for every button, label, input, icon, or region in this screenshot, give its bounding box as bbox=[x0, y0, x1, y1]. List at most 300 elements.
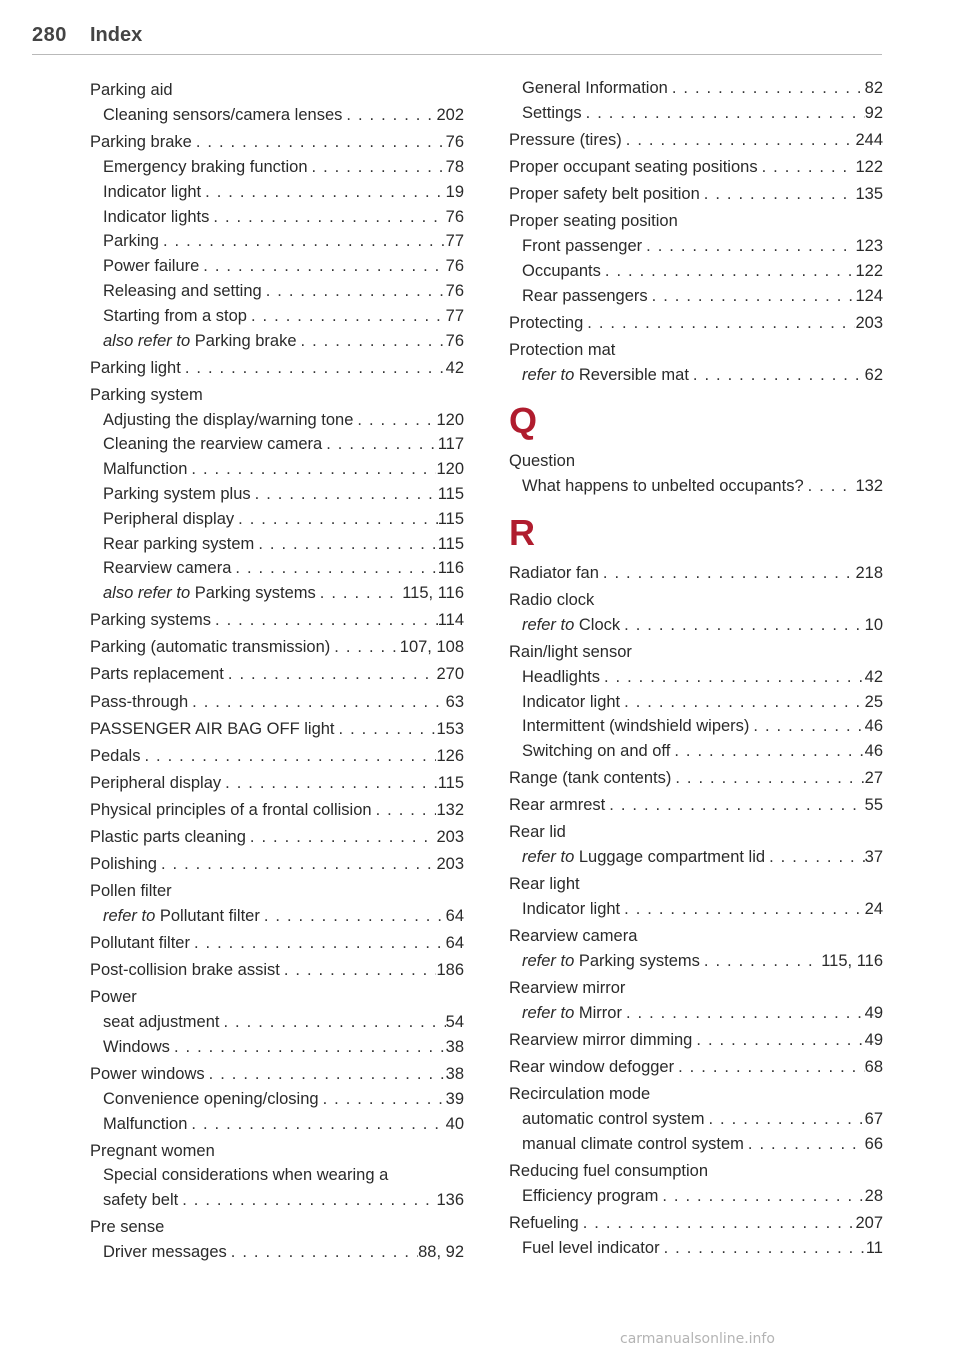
cross-reference-prefix: refer to bbox=[522, 615, 575, 634]
page-reference: 64 bbox=[445, 934, 464, 953]
entry-label: Peripheral display bbox=[103, 509, 235, 528]
entry-label: Pollutant filter bbox=[90, 934, 190, 953]
dot-leader bbox=[582, 101, 865, 126]
page-reference: 54 bbox=[445, 1013, 464, 1032]
dot-leader bbox=[254, 532, 437, 557]
index-entry bbox=[90, 798, 464, 823]
index-subentry bbox=[90, 155, 464, 180]
entry-label: Driver messages bbox=[103, 1243, 227, 1262]
index-entry bbox=[90, 383, 464, 408]
dot-leader bbox=[620, 897, 865, 922]
entry-label: Windows bbox=[103, 1037, 170, 1056]
dot-leader bbox=[642, 234, 855, 259]
page-reference: 115 bbox=[437, 534, 464, 553]
index-entry bbox=[509, 561, 883, 586]
index-letter-heading: R bbox=[509, 511, 535, 553]
index-subentry bbox=[509, 613, 883, 638]
dot-leader bbox=[671, 766, 864, 791]
index-subentry bbox=[90, 103, 464, 128]
entry-label: Protection mat bbox=[509, 340, 616, 359]
index-subentry bbox=[509, 897, 883, 922]
page-reference: 46 bbox=[864, 742, 883, 761]
entry-label: Fuel level indicator bbox=[522, 1238, 660, 1257]
dot-leader bbox=[201, 180, 446, 205]
page-reference: 203 bbox=[436, 855, 464, 874]
page-reference: 115, 116 bbox=[402, 584, 464, 603]
entry-label: Protecting bbox=[509, 313, 584, 332]
dot-leader bbox=[308, 155, 446, 180]
entry-label: Rear armrest bbox=[509, 796, 606, 815]
page-reference: 46 bbox=[864, 717, 883, 736]
page-reference: 122 bbox=[855, 157, 883, 176]
index-entry bbox=[90, 130, 464, 155]
index-subentry bbox=[509, 234, 883, 259]
page-reference: 76 bbox=[445, 281, 464, 300]
entry-label: Pregnant women bbox=[90, 1141, 215, 1160]
index-subentry bbox=[509, 690, 883, 715]
index-subentry bbox=[90, 180, 464, 205]
entry-label: General Information bbox=[522, 79, 668, 97]
cross-reference-prefix: refer to bbox=[522, 1003, 575, 1022]
entry-label: Rain/light sensor bbox=[509, 642, 632, 661]
index-subentry bbox=[509, 1001, 883, 1026]
entry-label: Peripheral display bbox=[90, 773, 222, 792]
dot-leader bbox=[159, 229, 446, 254]
entry-label: Pressure (tires) bbox=[509, 130, 622, 149]
dot-leader bbox=[297, 329, 446, 354]
dot-leader bbox=[188, 690, 446, 715]
dot-leader bbox=[622, 128, 856, 153]
page-reference: 62 bbox=[864, 365, 883, 384]
page-reference: 115 bbox=[437, 484, 464, 503]
page-reference: 136 bbox=[436, 1191, 464, 1210]
dot-leader bbox=[749, 714, 864, 739]
dot-leader bbox=[372, 798, 437, 823]
index-entry bbox=[509, 640, 883, 665]
dot-leader bbox=[700, 949, 821, 974]
entry-label: Radiator fan bbox=[509, 563, 599, 582]
page-reference: 40 bbox=[445, 1114, 464, 1133]
entry-label: Rearview mirror dimming bbox=[509, 1030, 693, 1049]
dot-leader bbox=[583, 311, 855, 336]
dot-leader bbox=[599, 561, 856, 586]
index-entry bbox=[509, 924, 883, 949]
entry-label: Proper seating position bbox=[509, 212, 678, 231]
dot-leader bbox=[765, 845, 865, 870]
page-reference: 153 bbox=[436, 719, 464, 738]
index-letter-heading: Q bbox=[509, 400, 538, 442]
entry-label: Emergency braking function bbox=[103, 157, 308, 176]
index-entry bbox=[90, 744, 464, 769]
entry-label: Releasing and setting bbox=[103, 281, 262, 300]
entry-label: refer to Mirror bbox=[522, 1003, 622, 1022]
index-entry bbox=[509, 1159, 883, 1184]
index-entry bbox=[509, 820, 883, 845]
index-entry bbox=[509, 1082, 883, 1107]
page-header bbox=[32, 24, 882, 55]
index-subentry bbox=[90, 304, 464, 329]
index-subentry bbox=[90, 254, 464, 279]
entry-label: Settings bbox=[522, 103, 582, 122]
index-subentry bbox=[509, 714, 883, 739]
entry-label: Cleaning the rearview camera bbox=[103, 435, 323, 454]
index-entry bbox=[90, 356, 464, 381]
index-subentry bbox=[509, 845, 883, 870]
entry-label: Switching on and off bbox=[522, 742, 671, 761]
index-subentry bbox=[90, 279, 464, 304]
page-reference: 49 bbox=[864, 1030, 883, 1049]
page-reference: 124 bbox=[855, 286, 883, 305]
dot-leader bbox=[668, 76, 865, 101]
page-reference: 218 bbox=[855, 563, 883, 582]
page-reference: 67 bbox=[864, 1109, 883, 1128]
dot-leader bbox=[211, 608, 438, 633]
cross-reference-prefix: refer to bbox=[522, 365, 575, 384]
entry-label: Power bbox=[90, 988, 137, 1007]
index-subentry bbox=[90, 507, 464, 532]
index-subentry bbox=[509, 665, 883, 690]
index-subentry bbox=[90, 1087, 464, 1112]
page-number: 280 bbox=[32, 24, 67, 46]
index-entry bbox=[90, 662, 464, 687]
cross-reference-prefix: also refer to bbox=[103, 584, 191, 603]
page-reference: 37 bbox=[864, 848, 883, 867]
index-subentry bbox=[509, 1184, 883, 1209]
entry-label: PASSENGER AIR BAG OFF light bbox=[90, 719, 335, 738]
dot-leader bbox=[692, 1028, 864, 1053]
page-reference: 68 bbox=[864, 1058, 883, 1077]
page-reference: 117 bbox=[437, 435, 464, 454]
index-subentry bbox=[509, 101, 883, 126]
index-subentry bbox=[90, 1112, 464, 1137]
page-reference: 115 bbox=[437, 773, 464, 792]
index-subentry bbox=[90, 329, 464, 354]
index-entry bbox=[509, 209, 883, 234]
index-entry bbox=[509, 588, 883, 613]
index-entry bbox=[90, 1215, 464, 1240]
dot-leader bbox=[600, 665, 865, 690]
page-reference: 24 bbox=[864, 900, 883, 919]
index-entry bbox=[90, 717, 464, 742]
page-reference: 38 bbox=[445, 1064, 464, 1083]
entry-label: Proper occupant seating positions bbox=[509, 157, 758, 176]
entry-label: What happens to unbelted occupants? bbox=[522, 477, 804, 496]
dot-leader bbox=[704, 1107, 864, 1132]
page-reference: 66 bbox=[864, 1134, 883, 1153]
dot-leader bbox=[658, 1184, 864, 1209]
entry-label: Rear passengers bbox=[522, 286, 648, 305]
entry-label: manual climate control system bbox=[522, 1134, 744, 1153]
dot-leader bbox=[804, 474, 856, 499]
page-reference: 202 bbox=[436, 106, 464, 125]
entry-label: Convenience opening/closing bbox=[103, 1089, 319, 1108]
index-subentry bbox=[90, 581, 464, 606]
page-reference: 114 bbox=[437, 611, 464, 630]
dot-leader bbox=[157, 852, 437, 877]
entry-label: seat adjustment bbox=[103, 1013, 220, 1032]
page-reference: 203 bbox=[855, 313, 883, 332]
entry-label: Power failure bbox=[103, 257, 200, 276]
index-subentry bbox=[90, 1163, 464, 1188]
entry-label: Parking system bbox=[90, 385, 203, 404]
index-entry bbox=[90, 690, 464, 715]
entry-label: refer to Luggage compartment lid bbox=[522, 848, 766, 867]
index-entry bbox=[90, 608, 464, 633]
entry-label: Parking brake bbox=[90, 133, 192, 152]
entry-label: Physical principles of a frontal collision bbox=[90, 800, 372, 819]
page-reference: 82 bbox=[864, 79, 883, 97]
dot-leader bbox=[744, 1132, 865, 1157]
entry-label: Intermittent (windshield wipers) bbox=[522, 717, 750, 736]
index-entry bbox=[509, 311, 883, 336]
index-entry bbox=[90, 958, 464, 983]
dot-leader bbox=[221, 771, 438, 796]
page-reference: 10 bbox=[864, 615, 883, 634]
index-subentry bbox=[509, 1132, 883, 1157]
entry-label: Rear light bbox=[509, 875, 580, 894]
dot-leader bbox=[209, 205, 445, 230]
dot-leader bbox=[187, 1112, 445, 1137]
dot-leader bbox=[605, 793, 864, 818]
dot-leader bbox=[178, 1188, 436, 1213]
entry-label: Starting from a stop bbox=[103, 306, 247, 325]
page-reference: 77 bbox=[445, 306, 464, 325]
index-entry bbox=[509, 128, 883, 153]
index-subentry bbox=[90, 1240, 464, 1265]
page-reference: 92 bbox=[864, 103, 883, 122]
page-reference: 42 bbox=[445, 358, 464, 377]
dot-leader bbox=[620, 690, 865, 715]
dot-leader bbox=[579, 1211, 856, 1236]
dot-leader bbox=[224, 662, 437, 687]
entry-label: Front passenger bbox=[522, 236, 643, 255]
dot-leader bbox=[689, 363, 865, 388]
entry-label: Rearview camera bbox=[103, 559, 232, 578]
dot-leader bbox=[192, 130, 446, 155]
index-column-left bbox=[90, 76, 464, 1265]
cross-reference-prefix: refer to bbox=[522, 951, 575, 970]
page-reference: 270 bbox=[436, 665, 464, 684]
entry-label: Cleaning sensors/camera lenses bbox=[103, 106, 343, 125]
index-subentry bbox=[509, 284, 883, 309]
index-entry bbox=[90, 985, 464, 1010]
index-subentry bbox=[90, 556, 464, 581]
dot-leader bbox=[187, 457, 436, 482]
dot-leader bbox=[648, 284, 856, 309]
index-entry bbox=[90, 1062, 464, 1087]
page-reference: 78 bbox=[445, 157, 464, 176]
page-reference: 25 bbox=[864, 692, 883, 711]
dot-leader bbox=[219, 1010, 445, 1035]
index-subentry bbox=[90, 432, 464, 457]
dot-leader bbox=[181, 356, 446, 381]
index-entry bbox=[509, 155, 883, 180]
dot-leader bbox=[260, 904, 446, 929]
dot-leader bbox=[674, 1055, 865, 1080]
dot-leader bbox=[234, 507, 438, 532]
dot-leader bbox=[205, 1062, 446, 1087]
entry-label: Headlights bbox=[522, 667, 600, 686]
index-subentry bbox=[90, 1035, 464, 1060]
index-subentry bbox=[90, 1010, 464, 1035]
entry-label: Refueling bbox=[509, 1213, 579, 1232]
entry-label: Question bbox=[509, 452, 576, 471]
dot-leader bbox=[335, 717, 437, 742]
dot-leader bbox=[262, 279, 446, 304]
index-subentry bbox=[90, 229, 464, 254]
index-entry bbox=[509, 793, 883, 818]
page-reference: 115, 116 bbox=[821, 951, 883, 970]
dot-leader bbox=[660, 1236, 866, 1261]
index-subentry bbox=[509, 474, 883, 499]
dot-leader bbox=[199, 254, 445, 279]
index-entry bbox=[90, 1139, 464, 1164]
entry-label: Malfunction bbox=[103, 460, 188, 479]
index-entry bbox=[509, 766, 883, 791]
index-subentry bbox=[90, 457, 464, 482]
dot-leader bbox=[280, 958, 437, 983]
entry-label: Rearview mirror bbox=[509, 979, 626, 998]
page-reference: 203 bbox=[436, 827, 464, 846]
entry-label: Parts replacement bbox=[90, 665, 224, 684]
dot-leader bbox=[342, 103, 436, 128]
index-subentry bbox=[90, 205, 464, 230]
dot-leader bbox=[330, 635, 400, 660]
entry-label: Parking aid bbox=[90, 81, 173, 100]
index-subentry bbox=[509, 1236, 883, 1261]
cross-reference-prefix: refer to bbox=[522, 848, 575, 867]
dot-leader bbox=[700, 182, 856, 207]
index-entry bbox=[509, 1211, 883, 1236]
entry-label: Radio clock bbox=[509, 591, 595, 610]
dot-leader bbox=[247, 304, 446, 329]
entry-label: Range (tank contents) bbox=[509, 769, 672, 788]
entry-label: Pass-through bbox=[90, 692, 189, 711]
index-subentry bbox=[90, 408, 464, 433]
entry-label: Indicator light bbox=[522, 900, 621, 919]
page-reference: 122 bbox=[855, 261, 883, 280]
page-reference: 27 bbox=[864, 769, 883, 788]
page-reference: 64 bbox=[445, 906, 464, 925]
index-subentry bbox=[509, 1107, 883, 1132]
entry-label: Reducing fuel consumption bbox=[509, 1161, 709, 1180]
dot-leader bbox=[620, 613, 865, 638]
entry-label: Efficiency program bbox=[522, 1186, 659, 1205]
entry-label: Pedals bbox=[90, 746, 141, 765]
index-entry bbox=[90, 825, 464, 850]
entry-label: Recirculation mode bbox=[509, 1085, 651, 1104]
entry-label: Parking (automatic transmission) bbox=[90, 638, 331, 657]
page-reference: 126 bbox=[436, 746, 464, 765]
index-subentry bbox=[90, 532, 464, 557]
entry-label: automatic control system bbox=[522, 1109, 705, 1128]
index-entry bbox=[509, 1028, 883, 1053]
dot-leader bbox=[322, 432, 437, 457]
dot-leader bbox=[140, 744, 436, 769]
page-reference: 42 bbox=[864, 667, 883, 686]
page-reference: 132 bbox=[436, 800, 464, 819]
entry-label: refer to Parking systems bbox=[522, 951, 700, 970]
page-reference: 11 bbox=[865, 1238, 883, 1257]
entry-label: Special considerations when wearing a bbox=[103, 1166, 389, 1185]
index-subentry bbox=[509, 363, 883, 388]
dot-leader bbox=[170, 1035, 446, 1060]
page-reference: 107, 108 bbox=[399, 638, 464, 657]
page-reference: 77 bbox=[445, 232, 464, 251]
cross-reference-prefix: also refer to bbox=[103, 331, 191, 350]
entry-label: Adjusting the display/warning tone bbox=[103, 410, 354, 429]
page-reference: 76 bbox=[445, 331, 464, 350]
index-column-right bbox=[509, 76, 883, 1260]
dot-leader bbox=[622, 1001, 865, 1026]
index-entry bbox=[509, 872, 883, 897]
dot-leader bbox=[231, 556, 437, 581]
page-reference: 49 bbox=[864, 1003, 883, 1022]
page-reference: 76 bbox=[445, 207, 464, 226]
entry-label: Indicator light bbox=[522, 692, 621, 711]
index-entry bbox=[509, 1055, 883, 1080]
dot-leader bbox=[316, 581, 402, 606]
index-entry bbox=[509, 182, 883, 207]
index-subentry bbox=[90, 904, 464, 929]
page-reference: 38 bbox=[445, 1037, 464, 1056]
page-reference: 116 bbox=[437, 559, 464, 578]
page-reference: 132 bbox=[855, 477, 883, 496]
entry-label: Parking light bbox=[90, 358, 181, 377]
index-subentry bbox=[509, 949, 883, 974]
page-reference: 19 bbox=[445, 182, 464, 201]
entry-label: Power windows bbox=[90, 1064, 205, 1083]
index-entry bbox=[90, 852, 464, 877]
entry-label: Indicator lights bbox=[103, 207, 210, 226]
entry-label: also refer to Parking brake bbox=[103, 331, 297, 350]
dot-leader bbox=[670, 739, 864, 764]
page-reference: 123 bbox=[855, 236, 883, 255]
dot-leader bbox=[251, 482, 438, 507]
index-subentry bbox=[90, 482, 464, 507]
index-subentry bbox=[509, 739, 883, 764]
index-entry bbox=[509, 338, 883, 363]
index-subentry bbox=[90, 1188, 464, 1213]
entry-label: Parking bbox=[103, 232, 159, 251]
index-entry bbox=[90, 771, 464, 796]
dot-leader bbox=[353, 408, 436, 433]
entry-label: Parking systems bbox=[90, 611, 212, 630]
watermark: carmanualsonline.info bbox=[620, 1331, 775, 1347]
entry-label: Occupants bbox=[522, 261, 601, 280]
index-entry bbox=[90, 78, 464, 103]
dot-leader bbox=[758, 155, 856, 180]
entry-label: Rearview camera bbox=[509, 927, 638, 946]
entry-label: Post-collision brake assist bbox=[90, 961, 280, 980]
entry-label: Rear window defogger bbox=[509, 1058, 675, 1077]
entry-label: Rear parking system bbox=[103, 534, 255, 553]
entry-label: Pre sense bbox=[90, 1218, 165, 1237]
page-reference: 76 bbox=[445, 133, 464, 152]
page-title: Index bbox=[90, 24, 143, 46]
index-subentry bbox=[509, 259, 883, 284]
page-reference: 115 bbox=[437, 509, 464, 528]
page-reference: 55 bbox=[864, 796, 883, 815]
entry-label: refer to Reversible mat bbox=[522, 365, 689, 384]
entry-label: Polishing bbox=[90, 855, 157, 874]
page-reference: 28 bbox=[864, 1186, 883, 1205]
entry-label: Plastic parts cleaning bbox=[90, 827, 246, 846]
entry-label: refer to Clock bbox=[522, 615, 621, 634]
entry-label: also refer to Parking systems bbox=[103, 584, 316, 603]
entry-label: Proper safety belt position bbox=[509, 185, 700, 204]
dot-leader bbox=[319, 1087, 446, 1112]
